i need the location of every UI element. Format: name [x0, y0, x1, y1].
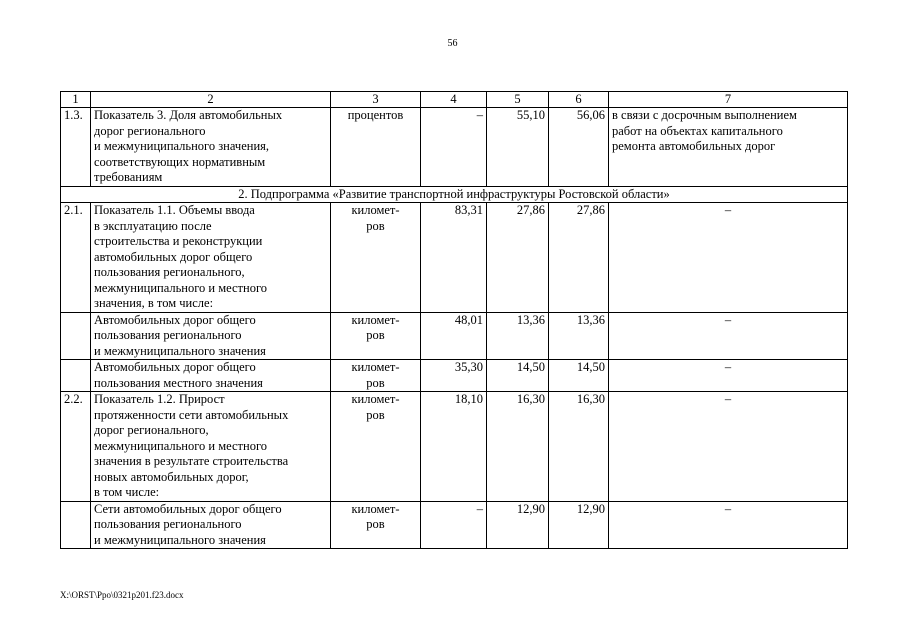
value-col-5: 55,10 [487, 108, 549, 187]
indicator-name [91, 392, 331, 502]
cell-line: дорог регионального, [94, 423, 209, 437]
unit-of-measure [331, 392, 421, 502]
cell-line: пользования регионального [94, 328, 242, 342]
value-col-4: 48,01 [421, 312, 487, 360]
table-row [61, 501, 848, 549]
unit-of-measure [331, 501, 421, 549]
cell-line: ров [366, 375, 385, 390]
cell-line: Показатель 3. Доля автомобильных [94, 108, 283, 122]
cell-line: ров [366, 517, 385, 531]
row-number [61, 501, 91, 549]
cell-line: строительства и реконструкции [94, 234, 263, 248]
unit-of-measure [331, 360, 421, 392]
header-cell: 3 [331, 92, 421, 108]
cell-line: процентов [347, 108, 404, 122]
cell-line: Автомобильных дорог общего [94, 312, 256, 327]
row-number [61, 360, 91, 392]
cell-line: – [724, 312, 732, 327]
value-col-6: 56,06 [549, 108, 609, 187]
value-col-5: 13,36 [487, 312, 549, 360]
note-cell [609, 392, 848, 502]
cell-line: и межмуниципального значения, [94, 139, 270, 153]
cell-line: километ- [351, 392, 400, 406]
cell-line: протяженности сети автомобильных [94, 407, 289, 422]
cell-line: и межмуниципального значения [94, 343, 266, 358]
cell-line: в том числе: [94, 485, 160, 499]
cell-line: – [724, 203, 732, 217]
cell-line: ров [366, 407, 385, 422]
cell-line: новых автомобильных дорог, [94, 469, 249, 484]
cell-line: пользования регионального, [94, 265, 245, 279]
cell-line: ремонта автомобильных дорог [612, 139, 776, 153]
cell-line: ров [366, 218, 385, 233]
indicators-table [60, 91, 848, 549]
cell-line: километ- [351, 360, 400, 374]
note-cell [609, 203, 848, 313]
value-col-5: 12,90 [487, 501, 549, 549]
cell-line: автомобильных дорог общего [94, 249, 253, 264]
cell-line: значения в результате строительства [94, 454, 289, 468]
row-number: 2.1. [61, 203, 91, 313]
value-col-5: 14,50 [487, 360, 549, 392]
value-col-4: 18,10 [421, 392, 487, 502]
note-cell [609, 312, 848, 360]
file-path-footer: X:\ORST\Ppo\0321p201.f23.docx [60, 590, 184, 600]
table-row [61, 360, 848, 392]
cell-line: километ- [351, 501, 400, 516]
value-col-5: 27,86 [487, 203, 549, 313]
section-title: 2. Подпрограмма «Развитие транспортной инфраструктуры Ростовской области» [61, 186, 848, 203]
value-col-4: 35,30 [421, 360, 487, 392]
cell-line: в эксплуатацию после [94, 218, 212, 233]
row-number [61, 312, 91, 360]
header-cell: 4 [421, 92, 487, 108]
note-cell [609, 108, 848, 187]
indicator-name [91, 312, 331, 360]
table-row [61, 312, 848, 360]
header-cell: 7 [609, 92, 848, 108]
cell-line: межмуниципального и местного [94, 438, 268, 453]
cell-line: ров [366, 328, 385, 342]
table-row [61, 392, 848, 502]
cell-line: и межмуниципального значения [94, 532, 266, 547]
row-number: 1.3. [61, 108, 91, 187]
indicator-name [91, 108, 331, 187]
note-cell [609, 360, 848, 392]
unit-of-measure [331, 108, 421, 187]
cell-line: Сети автомобильных дорог общего [94, 501, 282, 516]
cell-line: – [724, 360, 732, 374]
value-col-4: 83,31 [421, 203, 487, 313]
cell-line: километ- [351, 312, 400, 327]
cell-line: работ на объектах капитального [612, 123, 783, 138]
cell-line: требованиям [94, 170, 163, 184]
cell-line: Показатель 1.1. Объемы ввода [94, 203, 255, 217]
cell-line: пользования регионального [94, 517, 242, 531]
value-col-6: 14,50 [549, 360, 609, 392]
unit-of-measure [331, 203, 421, 313]
header-cell: 1 [61, 92, 91, 108]
cell-line: – [724, 392, 732, 406]
value-col-6: 27,86 [549, 203, 609, 313]
indicator-name [91, 360, 331, 392]
cell-line: дорог регионального [94, 123, 206, 138]
cell-line: межмуниципального и местного [94, 280, 268, 295]
value-col-4: – [421, 501, 487, 549]
value-col-6: 16,30 [549, 392, 609, 502]
unit-of-measure [331, 312, 421, 360]
value-col-4: – [421, 108, 487, 187]
table-row [61, 108, 848, 187]
table-row [61, 203, 848, 313]
section-row [61, 186, 848, 203]
note-cell [609, 501, 848, 549]
table-header-row [61, 92, 848, 108]
cell-line: значения, в том числе: [94, 296, 214, 310]
indicator-name [91, 203, 331, 313]
cell-line: Автомобильных дорог общего [94, 360, 256, 374]
page-number: 56 [447, 38, 458, 49]
value-col-6: 13,36 [549, 312, 609, 360]
header-cell: 2 [91, 92, 331, 108]
cell-line: – [724, 501, 732, 516]
cell-line: соответствующих нормативным [94, 154, 266, 169]
cell-line: пользования местного значения [94, 375, 263, 390]
row-number: 2.2. [61, 392, 91, 502]
header-cell: 6 [549, 92, 609, 108]
cell-line: Показатель 1.2. Прирост [94, 392, 225, 406]
cell-line: километ- [351, 203, 400, 217]
indicator-name [91, 501, 331, 549]
cell-line: в связи с досрочным выполнением [612, 108, 797, 122]
value-col-5: 16,30 [487, 392, 549, 502]
value-col-6: 12,90 [549, 501, 609, 549]
header-cell: 5 [487, 92, 549, 108]
